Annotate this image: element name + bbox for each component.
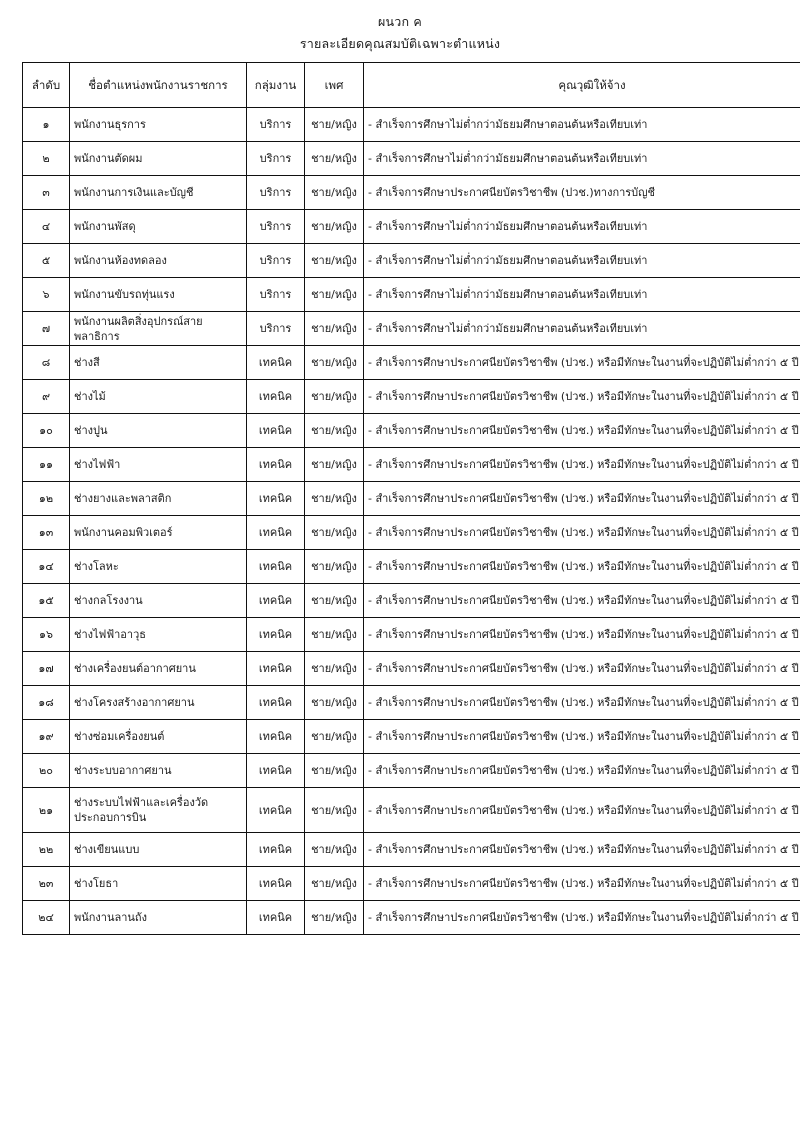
cell-position-name: พนักงานห้องทดลอง (70, 244, 247, 278)
cell-no: ๖ (23, 278, 70, 312)
header-qualification: คุณวุฒิให้จ้าง (364, 63, 800, 108)
cell-qualification: - สำเร็จการศึกษาประกาศนียบัตรวิชาชีพ (ปวช.) หรือมีทักษะในงานที่จะปฏิบัติไม่ต่ำกว่า ๕ ปี (364, 901, 800, 935)
header-group: กลุ่มงาน (247, 63, 305, 108)
cell-group: เทคนิค (247, 380, 305, 414)
cell-no: ๘ (23, 346, 70, 380)
cell-position-name: ช่างไฟฟ้าอาวุธ (70, 618, 247, 652)
cell-no: ๒ (23, 142, 70, 176)
cell-no: ๑๕ (23, 584, 70, 618)
cell-sex: ชาย/หญิง (305, 754, 364, 788)
cell-group: เทคนิค (247, 346, 305, 380)
qualification-table-container (22, 62, 799, 935)
cell-sex: ชาย/หญิง (305, 414, 364, 448)
cell-group: เทคนิค (247, 720, 305, 754)
cell-no: ๒๓ (23, 867, 70, 901)
cell-position-name: พนักงานพัสดุ (70, 210, 247, 244)
table-row (23, 867, 800, 901)
cell-group: เทคนิค (247, 584, 305, 618)
header-position-name: ชื่อตำแหน่งพนักงานราชการ (70, 63, 247, 108)
cell-no: ๑ (23, 108, 70, 142)
table-row (23, 482, 800, 516)
cell-qualification: - สำเร็จการศึกษาประกาศนียบัตรวิชาชีพ (ปวช.) หรือมีทักษะในงานที่จะปฏิบัติไม่ต่ำกว่า ๕ ปี (364, 550, 800, 584)
table-row (23, 720, 800, 754)
cell-position-name: ช่างระบบอากาศยาน (70, 754, 247, 788)
cell-position-name: ช่างกลโรงงาน (70, 584, 247, 618)
cell-group: เทคนิค (247, 686, 305, 720)
cell-qualification: - สำเร็จการศึกษาประกาศนียบัตรวิชาชีพ (ปวช.) หรือมีทักษะในงานที่จะปฏิบัติไม่ต่ำกว่า ๕ ปี (364, 482, 800, 516)
cell-position-name: ช่างซ่อมเครื่องยนต์ (70, 720, 247, 754)
cell-qualification: - สำเร็จการศึกษาประกาศนียบัตรวิชาชีพ (ปวช.) หรือมีทักษะในงานที่จะปฏิบัติไม่ต่ำกว่า ๕ ปี (364, 618, 800, 652)
cell-qualification: - สำเร็จการศึกษาไม่ต่ำกว่ามัธยมศึกษาตอนต้นหรือเทียบเท่า (364, 142, 800, 176)
cell-sex: ชาย/หญิง (305, 380, 364, 414)
cell-sex: ชาย/หญิง (305, 142, 364, 176)
table-row (23, 346, 800, 380)
document-subtitle: รายละเอียดคุณสมบัติเฉพาะตำแหน่ง (299, 36, 501, 51)
cell-qualification: - สำเร็จการศึกษาประกาศนียบัตรวิชาชีพ (ปวช.) หรือมีทักษะในงานที่จะปฏิบัติไม่ต่ำกว่า ๕ ปี (364, 652, 800, 686)
cell-no: ๒๒ (23, 833, 70, 867)
cell-sex: ชาย/หญิง (305, 346, 364, 380)
cell-position-name: ช่างระบบไฟฟ้าและเครื่องวัดประกอบการบิน (70, 788, 247, 833)
cell-qualification: - สำเร็จการศึกษาประกาศนียบัตรวิชาชีพ (ปวช.) หรือมีทักษะในงานที่จะปฏิบัติไม่ต่ำกว่า ๕ ปี (364, 414, 800, 448)
cell-no: ๑๑ (23, 448, 70, 482)
cell-qualification: - สำเร็จการศึกษาไม่ต่ำกว่ามัธยมศึกษาตอนต้นหรือเทียบเท่า (364, 312, 800, 346)
table-row (23, 210, 800, 244)
cell-group: เทคนิค (247, 788, 305, 833)
qualification-table (22, 62, 800, 935)
annex-label: ผนวก ค (378, 14, 422, 29)
header-sex: เพศ (305, 63, 364, 108)
cell-qualification: - สำเร็จการศึกษาไม่ต่ำกว่ามัธยมศึกษาตอนต้นหรือเทียบเท่า (364, 210, 800, 244)
table-row (23, 618, 800, 652)
cell-group: บริการ (247, 244, 305, 278)
cell-sex: ชาย/หญิง (305, 901, 364, 935)
cell-position-name: ช่างสี (70, 346, 247, 380)
cell-group: เทคนิค (247, 901, 305, 935)
cell-qualification: - สำเร็จการศึกษาประกาศนียบัตรวิชาชีพ (ปวช.) หรือมีทักษะในงานที่จะปฏิบัติไม่ต่ำกว่า ๕ ปี (364, 516, 800, 550)
cell-sex: ชาย/หญิง (305, 210, 364, 244)
cell-sex: ชาย/หญิง (305, 652, 364, 686)
cell-position-name: ช่างปูน (70, 414, 247, 448)
cell-qualification: - สำเร็จการศึกษาประกาศนียบัตรวิชาชีพ (ปวช.) หรือมีทักษะในงานที่จะปฏิบัติไม่ต่ำกว่า ๕ ปี (364, 720, 800, 754)
cell-no: ๑๓ (23, 516, 70, 550)
cell-position-name: ช่างเขียนแบบ (70, 833, 247, 867)
cell-qualification: - สำเร็จการศึกษาประกาศนียบัตรวิชาชีพ (ปวช.) หรือมีทักษะในงานที่จะปฏิบัติไม่ต่ำกว่า ๕ ปี (364, 380, 800, 414)
cell-position-name: พนักงานการเงินและบัญชี (70, 176, 247, 210)
cell-qualification: - สำเร็จการศึกษาประกาศนียบัตรวิชาชีพ (ปวช.)ทางการบัญชี (364, 176, 800, 210)
cell-sex: ชาย/หญิง (305, 788, 364, 833)
cell-sex: ชาย/หญิง (305, 312, 364, 346)
table-row (23, 448, 800, 482)
cell-sex: ชาย/หญิง (305, 550, 364, 584)
cell-no: ๓ (23, 176, 70, 210)
cell-sex: ชาย/หญิง (305, 720, 364, 754)
cell-qualification: - สำเร็จการศึกษาประกาศนียบัตรวิชาชีพ (ปวช.) หรือมีทักษะในงานที่จะปฏิบัติไม่ต่ำกว่า ๕ ปี (364, 346, 800, 380)
cell-sex: ชาย/หญิง (305, 618, 364, 652)
cell-qualification: - สำเร็จการศึกษาประกาศนียบัตรวิชาชีพ (ปวช.) หรือมีทักษะในงานที่จะปฏิบัติไม่ต่ำกว่า ๕ ปี (364, 754, 800, 788)
cell-no: ๑๗ (23, 652, 70, 686)
cell-group: บริการ (247, 312, 305, 346)
cell-position-name: ช่างไฟฟ้า (70, 448, 247, 482)
table-row (23, 380, 800, 414)
table-row (23, 686, 800, 720)
table-row (23, 244, 800, 278)
cell-group: เทคนิค (247, 482, 305, 516)
header-no: ลำดับ (23, 63, 70, 108)
cell-sex: ชาย/หญิง (305, 108, 364, 142)
cell-group: เทคนิค (247, 867, 305, 901)
cell-qualification: - สำเร็จการศึกษาไม่ต่ำกว่ามัธยมศึกษาตอนต้นหรือเทียบเท่า (364, 278, 800, 312)
cell-qualification: - สำเร็จการศึกษาประกาศนียบัตรวิชาชีพ (ปวช.) หรือมีทักษะในงานที่จะปฏิบัติไม่ต่ำกว่า ๕ ปี (364, 833, 800, 867)
cell-qualification: - สำเร็จการศึกษาไม่ต่ำกว่ามัธยมศึกษาตอนต้นหรือเทียบเท่า (364, 108, 800, 142)
cell-group: บริการ (247, 176, 305, 210)
cell-no: ๔ (23, 210, 70, 244)
cell-no: ๑๘ (23, 686, 70, 720)
cell-sex: ชาย/หญิง (305, 516, 364, 550)
cell-group: บริการ (247, 108, 305, 142)
cell-position-name: ช่างเครื่องยนต์อากาศยาน (70, 652, 247, 686)
cell-group: เทคนิค (247, 652, 305, 686)
table-row (23, 788, 800, 833)
cell-group: เทคนิค (247, 414, 305, 448)
cell-qualification: - สำเร็จการศึกษาประกาศนียบัตรวิชาชีพ (ปวช.) หรือมีทักษะในงานที่จะปฏิบัติไม่ต่ำกว่า ๕ ปี (364, 686, 800, 720)
cell-sex: ชาย/หญิง (305, 278, 364, 312)
cell-position-name: ช่างโครงสร้างอากาศยาน (70, 686, 247, 720)
cell-position-name: พนักงานตัดผม (70, 142, 247, 176)
table-row (23, 414, 800, 448)
cell-no: ๑๒ (23, 482, 70, 516)
cell-position-name: พนักงานผลิตสิ่งอุปกรณ์สายพลาธิการ (70, 312, 247, 346)
table-row (23, 108, 800, 142)
cell-position-name: พนักงานขับรถทุ่นแรง (70, 278, 247, 312)
cell-sex: ชาย/หญิง (305, 482, 364, 516)
cell-position-name: ช่างไม้ (70, 380, 247, 414)
table-row (23, 176, 800, 210)
cell-qualification: - สำเร็จการศึกษาประกาศนียบัตรวิชาชีพ (ปวช.) หรือมีทักษะในงานที่จะปฏิบัติไม่ต่ำกว่า ๕ ปี (364, 867, 800, 901)
cell-group: เทคนิค (247, 618, 305, 652)
table-row (23, 516, 800, 550)
table-row (23, 754, 800, 788)
cell-no: ๑๔ (23, 550, 70, 584)
cell-position-name: ช่างโลหะ (70, 550, 247, 584)
cell-position-name: ช่างโยธา (70, 867, 247, 901)
table-row (23, 901, 800, 935)
cell-no: ๒๐ (23, 754, 70, 788)
cell-group: เทคนิค (247, 754, 305, 788)
cell-qualification: - สำเร็จการศึกษาไม่ต่ำกว่ามัธยมศึกษาตอนต้นหรือเทียบเท่า (364, 244, 800, 278)
cell-sex: ชาย/หญิง (305, 584, 364, 618)
cell-position-name: พนักงานธุรการ (70, 108, 247, 142)
cell-position-name: พนักงานลานถัง (70, 901, 247, 935)
table-row (23, 584, 800, 618)
table-row (23, 652, 800, 686)
cell-sex: ชาย/หญิง (305, 176, 364, 210)
cell-no: ๒๔ (23, 901, 70, 935)
document-header (0, 0, 800, 54)
cell-no: ๑๐ (23, 414, 70, 448)
cell-group: บริการ (247, 142, 305, 176)
cell-qualification: - สำเร็จการศึกษาประกาศนียบัตรวิชาชีพ (ปวช.) หรือมีทักษะในงานที่จะปฏิบัติไม่ต่ำกว่า ๕ ปี (364, 788, 800, 833)
table-row (23, 278, 800, 312)
cell-group: บริการ (247, 210, 305, 244)
cell-group: เทคนิค (247, 550, 305, 584)
cell-sex: ชาย/หญิง (305, 448, 364, 482)
cell-qualification: - สำเร็จการศึกษาประกาศนียบัตรวิชาชีพ (ปวช.) หรือมีทักษะในงานที่จะปฏิบัติไม่ต่ำกว่า ๕ ปี (364, 448, 800, 482)
table-header-row-group (23, 63, 800, 108)
cell-group: เทคนิค (247, 833, 305, 867)
table-row (23, 550, 800, 584)
cell-no: ๕ (23, 244, 70, 278)
cell-no: ๒๑ (23, 788, 70, 833)
table-row (23, 833, 800, 867)
cell-group: เทคนิค (247, 448, 305, 482)
cell-sex: ชาย/หญิง (305, 867, 364, 901)
cell-sex: ชาย/หญิง (305, 833, 364, 867)
cell-position-name: พนักงานคอมพิวเตอร์ (70, 516, 247, 550)
table-row (23, 142, 800, 176)
cell-no: ๗ (23, 312, 70, 346)
cell-group: บริการ (247, 278, 305, 312)
cell-no: ๙ (23, 380, 70, 414)
cell-sex: ชาย/หญิง (305, 244, 364, 278)
cell-group: เทคนิค (247, 516, 305, 550)
cell-position-name: ช่างยางและพลาสติก (70, 482, 247, 516)
cell-no: ๑๖ (23, 618, 70, 652)
cell-no: ๑๙ (23, 720, 70, 754)
table-body (23, 108, 800, 935)
table-header-row (23, 63, 800, 108)
table-row (23, 312, 800, 346)
cell-qualification: - สำเร็จการศึกษาประกาศนียบัตรวิชาชีพ (ปวช.) หรือมีทักษะในงานที่จะปฏิบัติไม่ต่ำกว่า ๕ ปี (364, 584, 800, 618)
cell-sex: ชาย/หญิง (305, 686, 364, 720)
